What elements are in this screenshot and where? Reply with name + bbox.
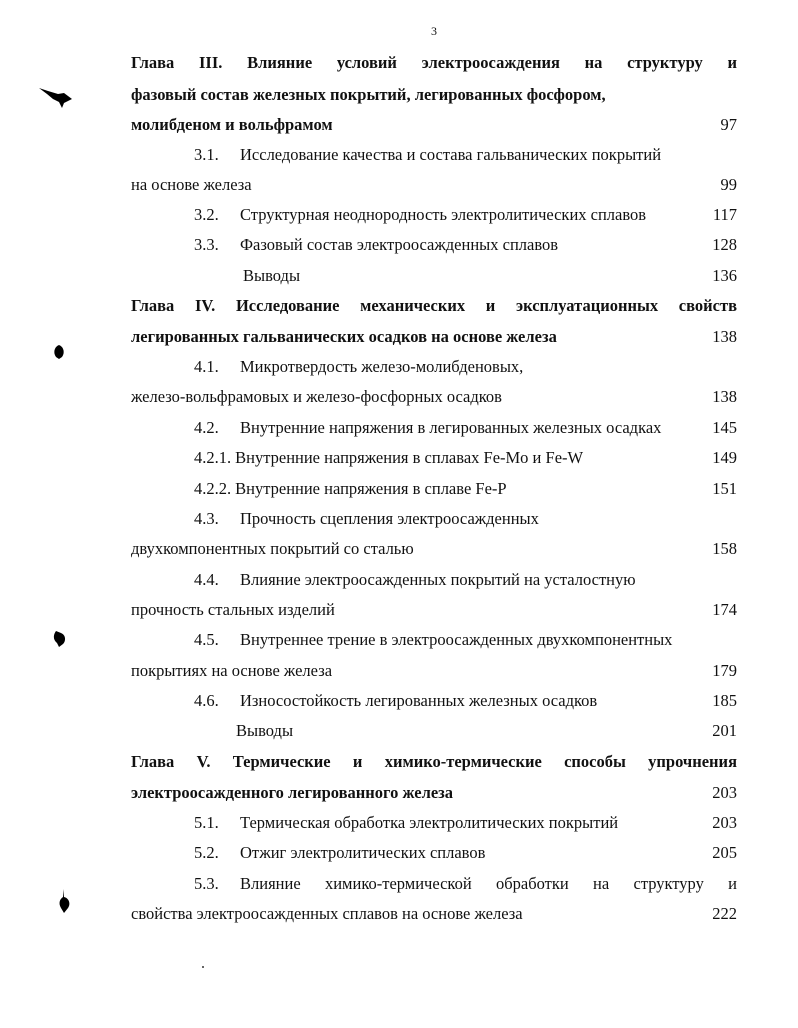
toc-text: электроосажденного легированного железа: [131, 783, 454, 802]
toc-page: 205: [712, 843, 737, 862]
toc-section-3-2: [194, 204, 737, 226]
toc-page: 99: [720, 175, 737, 194]
toc-section-4-1: [194, 356, 737, 378]
toc-page: 149: [712, 448, 737, 467]
toc-section-3-1-cont: [131, 174, 737, 196]
toc-text: Глава III. Влияние условий электроосаждения на структуру и: [131, 53, 737, 72]
toc-text: Глава V. Термические и химико-термические способы упрочнения: [131, 752, 737, 771]
toc-number: 5.1.: [194, 813, 219, 832]
toc-text: Выводы: [243, 266, 301, 285]
toc-text: Структурная неоднородность электролитических сплавов: [240, 205, 647, 224]
toc-text: двухкомпонентных покрытий со сталью: [131, 539, 414, 558]
toc-page: 222: [712, 904, 737, 923]
toc-text: Микротвердость железо-молибденовых,: [240, 357, 524, 376]
toc-text: железо-вольфрамовых и железо-фосфорных осадков: [131, 387, 502, 406]
toc-page: 138: [712, 387, 737, 406]
toc-text: Глава IV. Исследование механических и эксплуатационных свойств: [131, 296, 737, 315]
toc-text: Термическая обработка электролитических покрытий: [240, 813, 619, 832]
toc-section-4-6: [194, 690, 737, 712]
toc-text: Внутренние напряжения в легированных железных осадках: [240, 418, 662, 437]
toc-section-4-1-cont: [131, 386, 737, 408]
page-number: 3: [431, 24, 437, 38]
toc-page: 201: [712, 721, 737, 740]
toc-section-4-3: [194, 508, 737, 530]
toc-chapter3-line3: [131, 114, 737, 136]
toc-section-4-3-cont: [131, 538, 737, 560]
toc-text: легированных гальванических осадков на основе железа: [131, 327, 557, 346]
scan-mark-dot: [52, 344, 66, 360]
toc-number: 4.3.: [194, 509, 219, 528]
toc-page: 203: [712, 783, 737, 802]
toc-page: 174: [712, 600, 737, 619]
toc-number: 4.5.: [194, 630, 219, 649]
toc-number: 4.4.: [194, 570, 219, 589]
toc-text: Прочность сцепления электроосажденных: [240, 509, 539, 528]
scan-speck: [202, 966, 204, 968]
toc-section-5-3: [194, 873, 737, 895]
toc-text: Износостойкость легированных железных осадков: [240, 691, 598, 710]
toc-number: 4.2.2.: [194, 479, 232, 498]
toc-text: Внутреннее трение в электроосажденных двухкомпонентных: [240, 630, 673, 649]
toc-section-4-5-cont: [131, 660, 737, 682]
toc-section-4-2-1: [194, 447, 737, 469]
toc-number: 3.2.: [194, 205, 219, 224]
toc-section-4-2-2: [194, 478, 737, 500]
toc-number: 5.2.: [194, 843, 219, 862]
toc-number: 4.2.1.: [194, 448, 232, 467]
toc-section-4-4: [194, 569, 737, 591]
toc-page: 136: [712, 266, 737, 285]
toc-text: Влияние химико-термической обработки на структуру и: [240, 874, 737, 893]
toc-text: Внутренние напряжения в сплавах Fe-Mo и Fe-W: [235, 448, 584, 467]
toc-number: 4.6.: [194, 691, 219, 710]
toc-text: Выводы: [236, 721, 294, 740]
toc-text: прочность стальных изделий: [131, 600, 335, 619]
toc-chapter5-line1: [131, 751, 737, 773]
toc-section-4-5: [194, 629, 737, 651]
toc-page: 145: [712, 418, 737, 437]
scan-mark-dot: [52, 630, 68, 648]
toc-conclusions-3: [243, 265, 737, 287]
toc-text: на основе железа: [131, 175, 252, 194]
scan-mark-arrow: [38, 85, 74, 109]
toc-text: покрытиях на основе железа: [131, 661, 333, 680]
toc-number: 3.3.: [194, 235, 219, 254]
toc-text: Исследование качества и состава гальванических покрытий: [240, 145, 662, 164]
toc-section-5-3-cont: [131, 903, 737, 925]
toc-section-3-3: [194, 234, 737, 256]
toc-page: 158: [712, 539, 737, 558]
toc-page: 128: [712, 235, 737, 254]
toc-text: фазовый состав железных покрытий, легированных фосфором,: [131, 85, 606, 104]
toc-section-5-2: [194, 842, 737, 864]
toc-section-3-1: [194, 144, 737, 166]
toc-section-4-2: [194, 417, 737, 439]
toc-page: 185: [712, 691, 737, 710]
toc-conclusions-4: [236, 720, 737, 742]
toc-section-4-4-cont: [131, 599, 737, 621]
toc-page: 151: [712, 479, 737, 498]
toc-text: Внутренние напряжения в сплаве Fe-P: [235, 479, 507, 498]
toc-chapter4-line2: [131, 326, 737, 348]
toc-page: 97: [720, 115, 737, 134]
toc-chapter4-line1: [131, 295, 737, 317]
toc-text: Отжиг электролитических сплавов: [240, 843, 486, 862]
toc-chapter3-line1: [131, 52, 737, 74]
scan-mark-dot: [58, 888, 72, 914]
toc-chapter3-line2: [131, 84, 737, 106]
toc-text: Влияние электроосажденных покрытий на усталостную: [240, 570, 636, 589]
toc-page: 179: [712, 661, 737, 680]
toc-section-5-1: [194, 812, 737, 834]
toc-page: 203: [712, 813, 737, 832]
toc-number: 3.1.: [194, 145, 219, 164]
toc-number: 4.1.: [194, 357, 219, 376]
toc-chapter5-line2: [131, 782, 737, 804]
toc-number: 4.2.: [194, 418, 219, 437]
toc-text: молибденом и вольфрамом: [131, 115, 333, 134]
toc-page: 117: [712, 205, 737, 224]
toc-text: свойства электроосажденных сплавов на основе железа: [131, 904, 523, 923]
toc-page: 138: [712, 327, 737, 346]
toc-number: 5.3.: [194, 874, 219, 893]
toc-text: Фазовый состав электроосажденных сплавов: [240, 235, 559, 254]
